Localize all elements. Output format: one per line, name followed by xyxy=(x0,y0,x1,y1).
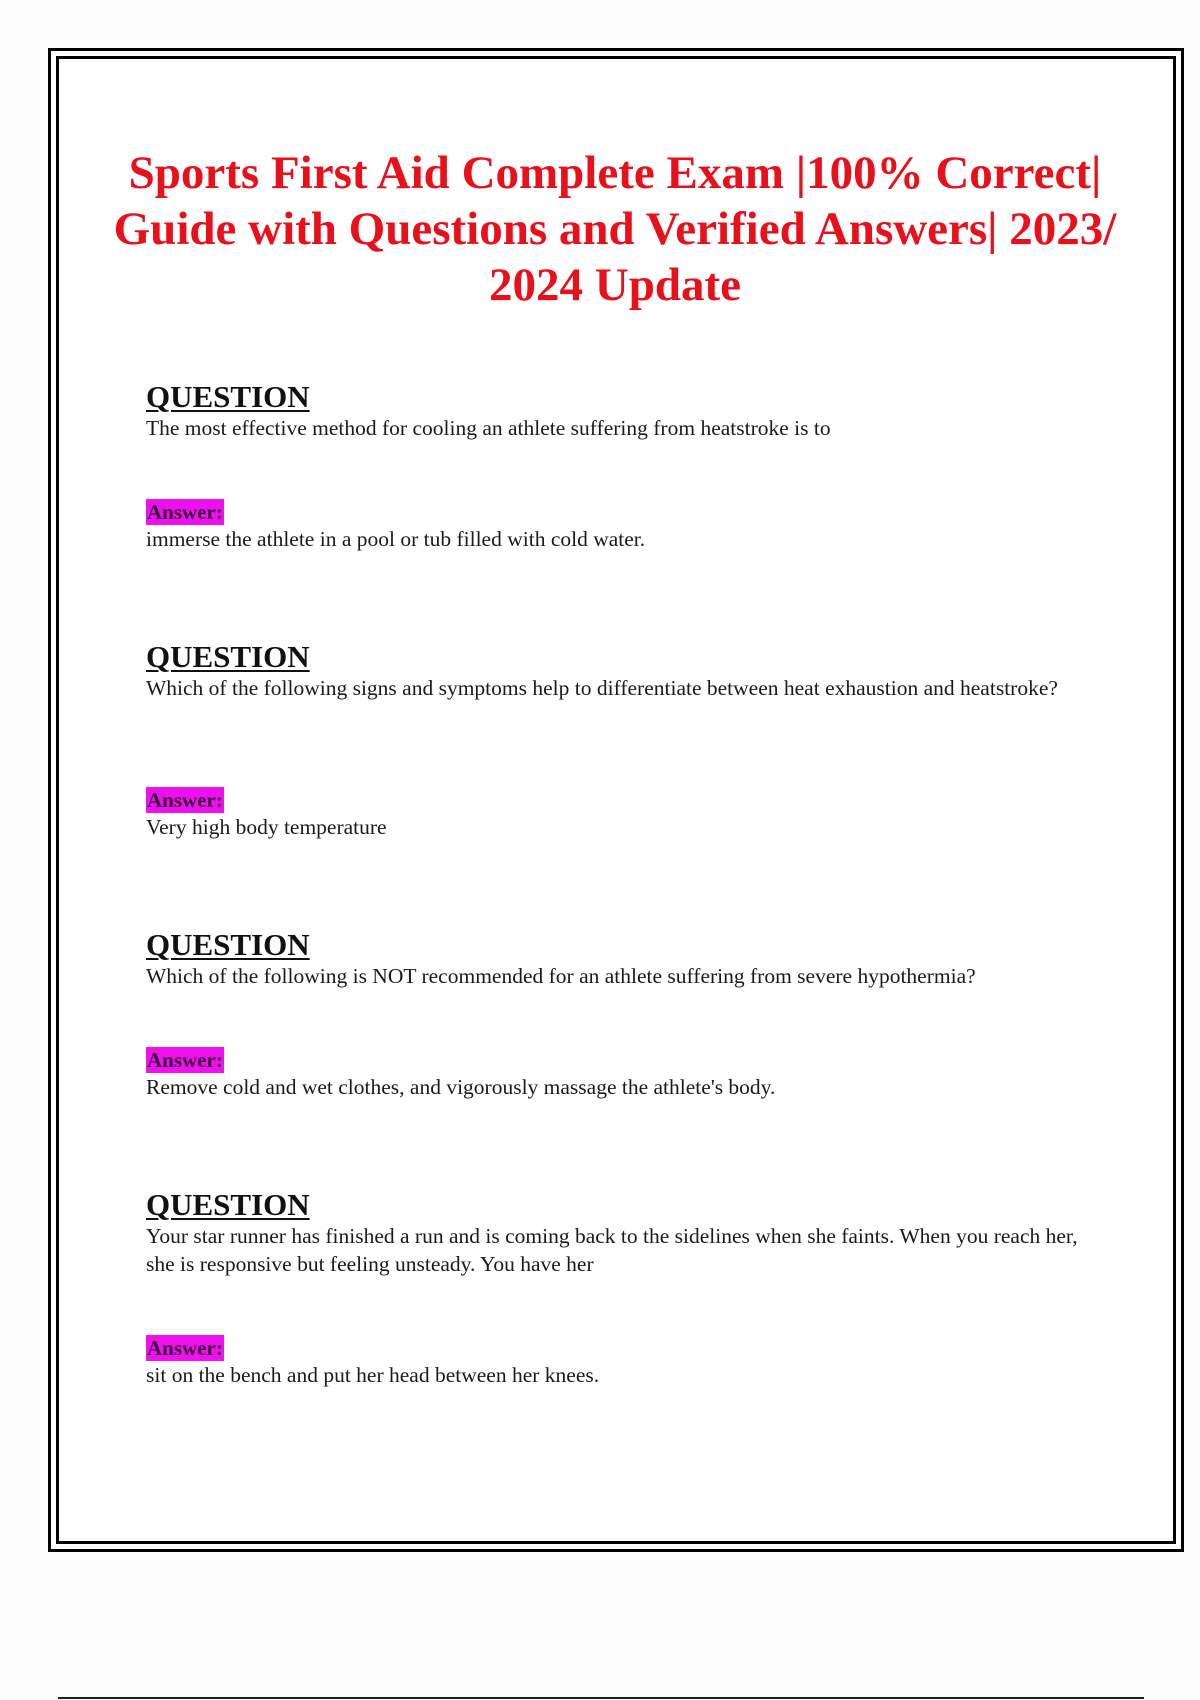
question-text: Which of the following signs and symptoms help to differentiate between heat exhaustion and heatstroke? xyxy=(146,676,1058,700)
answer-label: Answer: xyxy=(147,1336,223,1360)
question-heading: QUESTION xyxy=(146,639,310,674)
qa-item-4 xyxy=(146,1188,1096,1278)
question-text: Which of the following is NOT recommended for an athlete suffering from severe hypothermia? xyxy=(146,964,976,988)
answer-label: Answer: xyxy=(147,788,223,812)
answer-block-1 xyxy=(146,499,1096,553)
footer-divider xyxy=(58,1697,1144,1699)
question-heading: QUESTION xyxy=(146,379,310,414)
answer-block-2 xyxy=(146,787,1096,841)
qa-item-2 xyxy=(146,640,1096,702)
question-text: Your star runner has finished a run and is coming back to the sidelines when she faints. When you reach her, she is responsive but feeling unsteady. You have her xyxy=(146,1224,1078,1276)
answer-block-3 xyxy=(146,1047,1096,1101)
answer-block-4 xyxy=(146,1335,1096,1389)
answer-text: Very high body temperature xyxy=(146,815,387,839)
document-title: Sports First Aid Complete Exam |100% Correct| Guide with Questions and Verified Answers| 2023/ 2024 Update xyxy=(113,147,1117,311)
qa-item-3 xyxy=(146,928,1096,990)
qa-item-1 xyxy=(146,380,1096,442)
answer-text: Remove cold and wet clothes, and vigorously massage the athlete's body. xyxy=(146,1075,776,1099)
answer-text: immerse the athlete in a pool or tub filled with cold water. xyxy=(146,527,646,551)
answer-label: Answer: xyxy=(147,1048,223,1072)
question-heading: QUESTION xyxy=(146,927,310,962)
question-text: The most effective method for cooling an athlete suffering from heatstroke is to xyxy=(146,416,831,440)
answer-text: sit on the bench and put her head between her knees. xyxy=(146,1363,600,1387)
answer-label: Answer: xyxy=(147,500,223,524)
question-heading: QUESTION xyxy=(146,1187,310,1222)
